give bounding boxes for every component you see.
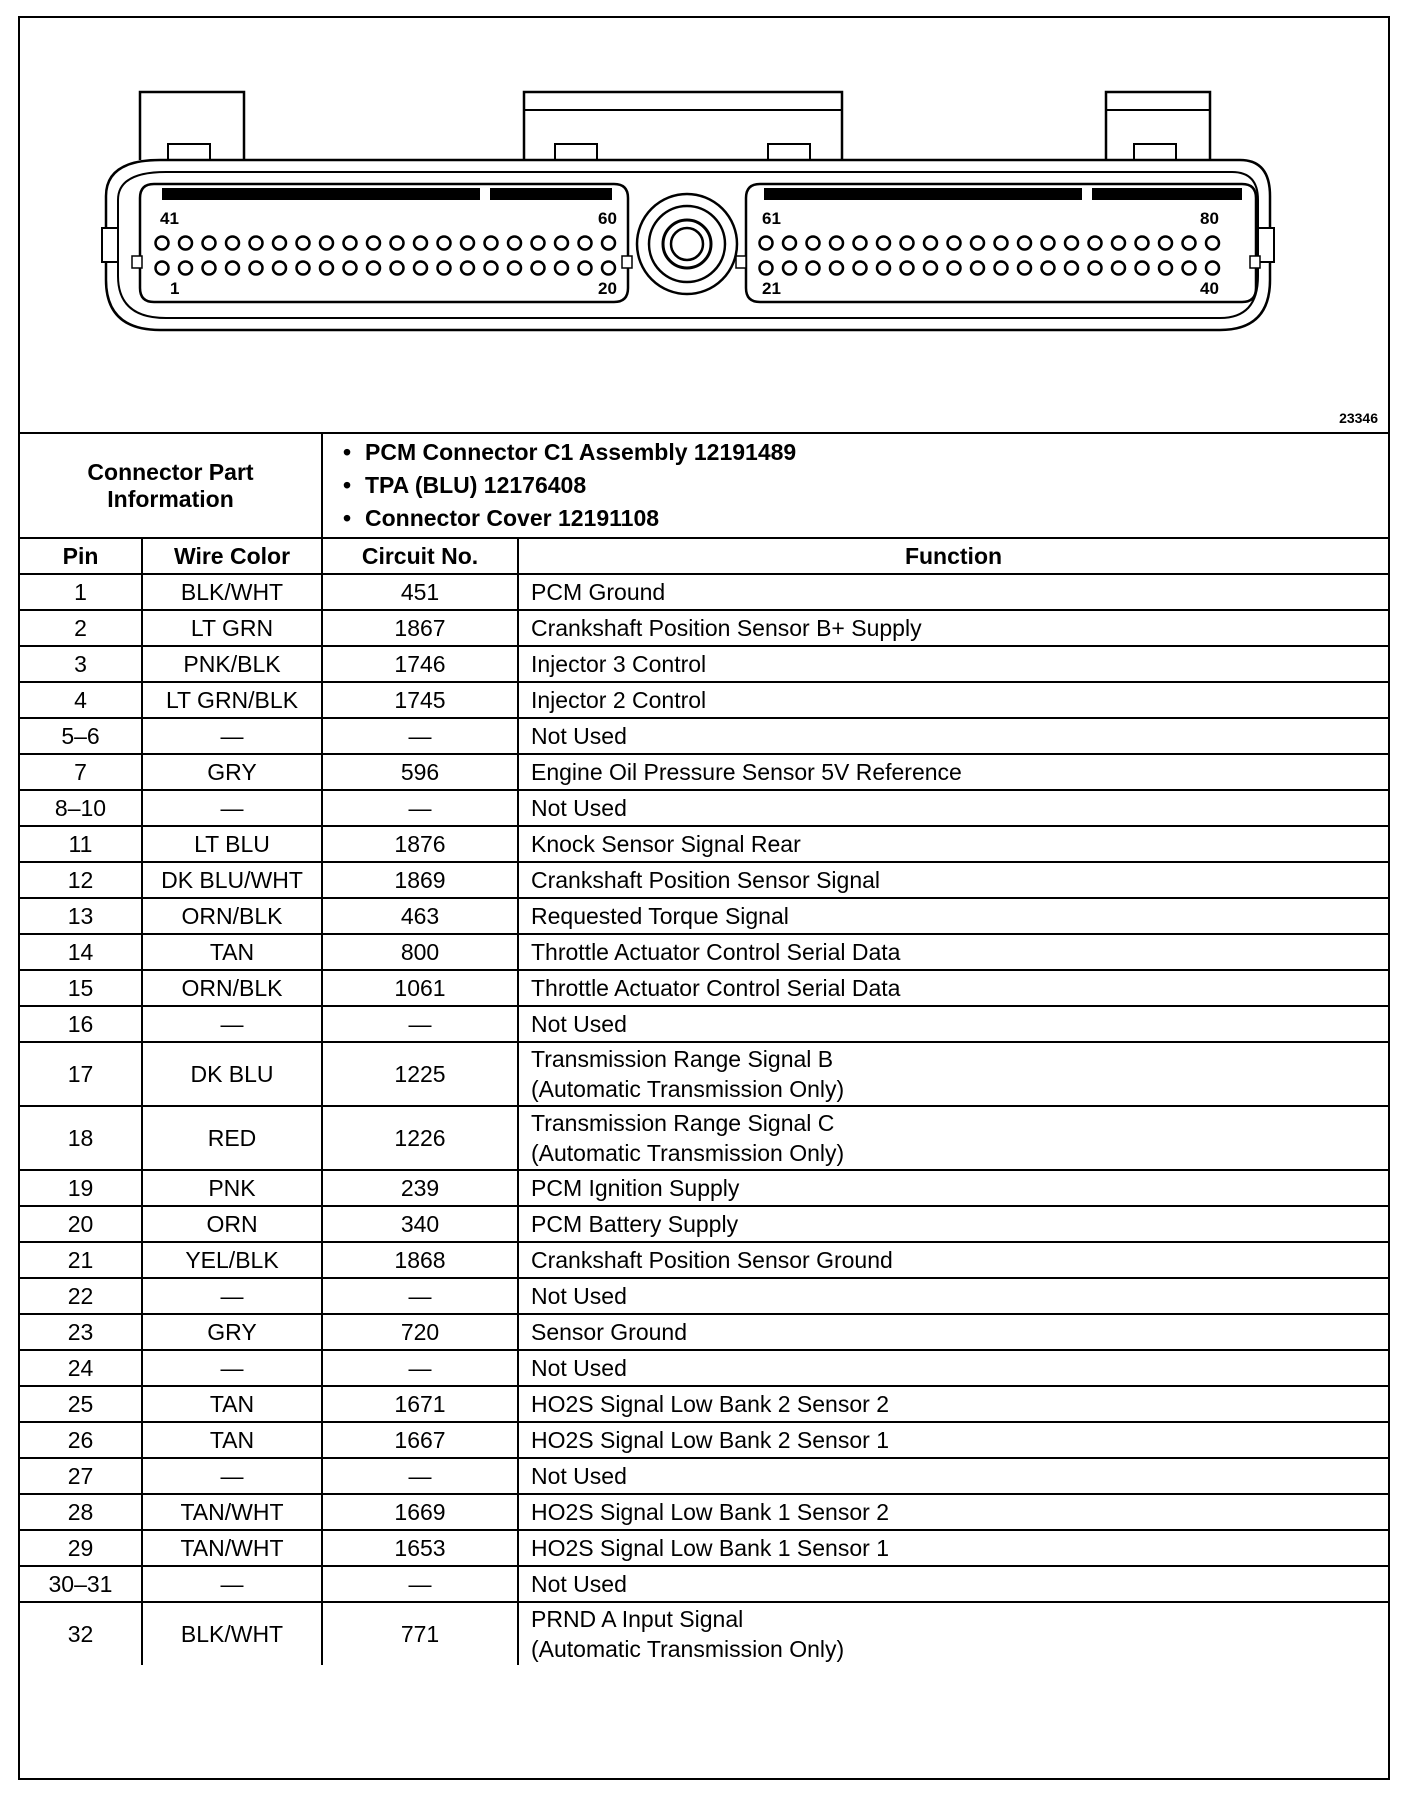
table-row <box>20 970 1388 1006</box>
function-cell <box>518 934 1388 970</box>
pin-hole <box>760 262 773 275</box>
function-note: (Automatic Transmission Only) <box>531 1636 845 1662</box>
circuit-cell: — <box>322 1278 518 1314</box>
pin-hole <box>1018 237 1031 250</box>
table-row <box>20 610 1388 646</box>
wire-color-cell: ORN/BLK <box>142 898 322 934</box>
table-row <box>20 1530 1388 1566</box>
pin-hole <box>226 262 239 275</box>
pin-hole <box>203 237 216 250</box>
circuit-cell: 1226 <box>322 1106 518 1170</box>
pin-hole <box>156 262 169 275</box>
pin-cell: 19 <box>20 1170 142 1206</box>
pin-cell: 7 <box>20 754 142 790</box>
function-cell <box>518 682 1388 718</box>
wire-color-cell: PNK/BLK <box>142 646 322 682</box>
pin-hole <box>1042 262 1055 275</box>
circuit-cell: 1669 <box>322 1494 518 1530</box>
function-cell <box>518 646 1388 682</box>
circuit-cell: 1671 <box>322 1386 518 1422</box>
pin-hole <box>485 262 498 275</box>
function-cell <box>518 1602 1388 1665</box>
wire-color-cell: — <box>142 790 322 826</box>
pin-hole <box>438 262 451 275</box>
pin-hole <box>807 262 820 275</box>
pin-hole <box>344 237 357 250</box>
connector-drawing <box>20 18 1388 430</box>
pin-hole <box>532 237 545 250</box>
part-info-item: • PCM Connector C1 Assembly 12191489 <box>365 436 1376 469</box>
circuit-cell: 340 <box>322 1206 518 1242</box>
function-text: Transmission Range Signal C <box>531 1110 835 1136</box>
wire-color-cell: TAN <box>142 934 322 970</box>
function-text: PRND A Input Signal <box>531 1606 744 1632</box>
table-row <box>20 1106 1388 1170</box>
pin-cell: 18 <box>20 1106 142 1170</box>
wire-color-cell: — <box>142 1006 322 1042</box>
wire-color-cell: BLK/WHT <box>142 1602 322 1665</box>
pin-hole <box>391 237 404 250</box>
pin-hole <box>297 237 310 250</box>
pin-hole <box>1089 262 1102 275</box>
pin-cell: 23 <box>20 1314 142 1350</box>
function-text: Engine Oil Pressure Sensor 5V Reference <box>531 759 962 785</box>
table-row <box>20 1422 1388 1458</box>
pin-hole <box>461 237 474 250</box>
pinout-table <box>20 432 1388 1665</box>
table-row <box>20 682 1388 718</box>
function-cell <box>518 1006 1388 1042</box>
document-frame <box>18 16 1390 1780</box>
pin-hole <box>579 237 592 250</box>
pin-hole <box>948 237 961 250</box>
function-text: Not Used <box>531 1463 627 1489</box>
pin-cell: 22 <box>20 1278 142 1314</box>
table-row <box>20 1386 1388 1422</box>
pin-cell: 29 <box>20 1530 142 1566</box>
function-cell <box>518 898 1388 934</box>
pin-hole <box>555 237 568 250</box>
part-info-item: • TPA (BLU) 12176408 <box>365 469 1376 502</box>
circuit-cell: 463 <box>322 898 518 934</box>
pin-hole <box>273 262 286 275</box>
pin-cell: 13 <box>20 898 142 934</box>
wire-color-cell: — <box>142 1566 322 1602</box>
pin-hole <box>1159 237 1172 250</box>
wire-color-cell: ORN/BLK <box>142 970 322 1006</box>
circuit-cell: — <box>322 718 518 754</box>
circuit-cell: 239 <box>322 1170 518 1206</box>
circuit-cell: 1868 <box>322 1242 518 1278</box>
wire-color-cell: TAN <box>142 1422 322 1458</box>
function-cell <box>518 1494 1388 1530</box>
part-info-list <box>335 436 1376 535</box>
wire-color-cell: — <box>142 718 322 754</box>
function-text: Injector 3 Control <box>531 651 707 677</box>
pin-hole <box>995 262 1008 275</box>
function-cell <box>518 718 1388 754</box>
pin-hole <box>532 262 545 275</box>
function-cell <box>518 1314 1388 1350</box>
pin-cell: 30–31 <box>20 1566 142 1602</box>
pin-hole <box>877 262 890 275</box>
pin-label-1: 1 <box>170 279 180 298</box>
pin-hole <box>508 237 521 250</box>
pin-hole <box>203 262 216 275</box>
wire-color-cell: DK BLU <box>142 1042 322 1106</box>
table-row <box>20 1278 1388 1314</box>
pin-hole <box>760 237 773 250</box>
pin-hole <box>830 237 843 250</box>
wire-color-cell: TAN/WHT <box>142 1494 322 1530</box>
pin-cell: 11 <box>20 826 142 862</box>
pin-cell: 32 <box>20 1602 142 1665</box>
table-row <box>20 1458 1388 1494</box>
table-row <box>20 1206 1388 1242</box>
function-text: Injector 2 Control <box>531 687 707 713</box>
wire-color-cell: RED <box>142 1106 322 1170</box>
pin-cell: 28 <box>20 1494 142 1530</box>
pin-hole <box>807 237 820 250</box>
pin-hole <box>320 237 333 250</box>
pin-cell: 21 <box>20 1242 142 1278</box>
pin-hole <box>901 237 914 250</box>
table-row <box>20 1494 1388 1530</box>
pin-cell: 25 <box>20 1386 142 1422</box>
function-text: HO2S Signal Low Bank 1 Sensor 2 <box>531 1499 889 1525</box>
pin-label-61: 61 <box>762 209 781 228</box>
circuit-cell: — <box>322 1006 518 1042</box>
pin-hole <box>1136 237 1149 250</box>
pin-hole <box>948 262 961 275</box>
pin-cell: 12 <box>20 862 142 898</box>
circuit-cell: — <box>322 790 518 826</box>
pin-hole <box>995 237 1008 250</box>
function-text: HO2S Signal Low Bank 2 Sensor 2 <box>531 1391 889 1417</box>
pin-hole <box>226 237 239 250</box>
pin-cell: 16 <box>20 1006 142 1042</box>
pin-hole <box>602 237 615 250</box>
circuit-cell: 800 <box>322 934 518 970</box>
pin-label-20: 20 <box>598 279 617 298</box>
pin-cell: 15 <box>20 970 142 1006</box>
pin-hole <box>971 237 984 250</box>
wire-color-cell: TAN/WHT <box>142 1530 322 1566</box>
pin-hole <box>783 262 796 275</box>
header-function: Function <box>518 538 1388 574</box>
pin-hole <box>250 237 263 250</box>
function-text: Crankshaft Position Sensor B+ Supply <box>531 615 922 641</box>
function-cell <box>518 826 1388 862</box>
table-row <box>20 1042 1388 1106</box>
pin-hole <box>924 262 937 275</box>
pin-cell: 4 <box>20 682 142 718</box>
pin-hole <box>320 262 333 275</box>
function-cell <box>518 1170 1388 1206</box>
header-circuit: Circuit No. <box>322 538 518 574</box>
function-text: PCM Battery Supply <box>531 1211 739 1237</box>
circuit-cell: 720 <box>322 1314 518 1350</box>
pin-hole <box>1018 262 1031 275</box>
figure-id: 23346 <box>1339 410 1378 426</box>
pin-hole <box>1159 262 1172 275</box>
pin-hole <box>1206 262 1219 275</box>
table-row <box>20 1602 1388 1665</box>
pin-hole <box>854 262 867 275</box>
table-row <box>20 754 1388 790</box>
table-row <box>20 646 1388 682</box>
pin-cell: 20 <box>20 1206 142 1242</box>
pin-hole <box>273 237 286 250</box>
function-text: Sensor Ground <box>531 1319 687 1345</box>
pin-hole <box>508 262 521 275</box>
part-info-item: • Connector Cover 12191108 <box>365 502 1376 535</box>
function-cell <box>518 1530 1388 1566</box>
circuit-cell: 1061 <box>322 970 518 1006</box>
wire-color-cell: PNK <box>142 1170 322 1206</box>
function-cell <box>518 610 1388 646</box>
function-cell <box>518 1206 1388 1242</box>
pin-hole <box>438 237 451 250</box>
function-cell <box>518 1458 1388 1494</box>
table-row <box>20 718 1388 754</box>
pin-hole <box>1089 237 1102 250</box>
header-pin: Pin <box>20 538 142 574</box>
pin-hole <box>971 262 984 275</box>
pin-hole <box>602 262 615 275</box>
table-row <box>20 934 1388 970</box>
function-text: Throttle Actuator Control Serial Data <box>531 975 901 1001</box>
circuit-cell: 1869 <box>322 862 518 898</box>
function-text: Knock Sensor Signal Rear <box>531 831 801 857</box>
pin-hole <box>1042 237 1055 250</box>
pin-hole <box>297 262 310 275</box>
pin-hole <box>391 262 404 275</box>
part-info-label <box>20 433 322 538</box>
table-row <box>20 1242 1388 1278</box>
table-row <box>20 1170 1388 1206</box>
wire-color-cell: — <box>142 1278 322 1314</box>
table-row <box>20 1350 1388 1386</box>
function-cell <box>518 1106 1388 1170</box>
function-text: Crankshaft Position Sensor Signal <box>531 867 881 893</box>
circuit-cell: 596 <box>322 754 518 790</box>
table-row <box>20 826 1388 862</box>
function-cell <box>518 574 1388 610</box>
pin-hole <box>156 237 169 250</box>
wire-color-cell: — <box>142 1458 322 1494</box>
function-text: Not Used <box>531 1355 627 1381</box>
table-row <box>20 574 1388 610</box>
circuit-cell: — <box>322 1566 518 1602</box>
circuit-cell: 1867 <box>322 610 518 646</box>
function-cell <box>518 1386 1388 1422</box>
pin-label-41: 41 <box>160 209 179 228</box>
pin-hole <box>924 237 937 250</box>
function-text: Not Used <box>531 1571 627 1597</box>
connector-diagram <box>20 18 1388 434</box>
circuit-cell: 1745 <box>322 682 518 718</box>
wire-color-cell: GRY <box>142 1314 322 1350</box>
pin-hole <box>485 237 498 250</box>
wire-color-cell: — <box>142 1350 322 1386</box>
pin-hole <box>414 237 427 250</box>
pin-hole <box>854 237 867 250</box>
pin-cell: 27 <box>20 1458 142 1494</box>
function-text: Crankshaft Position Sensor Ground <box>531 1247 893 1273</box>
pin-hole <box>901 262 914 275</box>
function-text: Not Used <box>531 1283 627 1309</box>
function-text: PCM Ground <box>531 579 666 605</box>
part-info-label-text: Connector Part Information <box>87 458 254 512</box>
circuit-cell: 1876 <box>322 826 518 862</box>
circuit-cell: 1667 <box>322 1422 518 1458</box>
pin-hole <box>1065 237 1078 250</box>
pin-hole <box>250 262 263 275</box>
pin-hole <box>367 262 380 275</box>
pin-label-21: 21 <box>762 279 781 298</box>
function-cell <box>518 1242 1388 1278</box>
function-text: Not Used <box>531 723 627 749</box>
pin-cell: 2 <box>20 610 142 646</box>
pin-cell: 26 <box>20 1422 142 1458</box>
pin-hole <box>877 237 890 250</box>
part-info-list-cell <box>322 433 1388 538</box>
table-row <box>20 790 1388 826</box>
pin-hole <box>1183 262 1196 275</box>
wire-color-cell: LT GRN/BLK <box>142 682 322 718</box>
pin-cell: 17 <box>20 1042 142 1106</box>
function-text: HO2S Signal Low Bank 1 Sensor 1 <box>531 1535 889 1561</box>
pin-label-60: 60 <box>598 209 617 228</box>
table-row <box>20 1566 1388 1602</box>
pin-cell: 14 <box>20 934 142 970</box>
pin-label-80: 80 <box>1200 209 1219 228</box>
circuit-cell: 1225 <box>322 1042 518 1106</box>
table-row <box>20 1314 1388 1350</box>
function-text: Not Used <box>531 1011 627 1037</box>
circuit-cell: 1746 <box>322 646 518 682</box>
pin-hole <box>830 262 843 275</box>
function-cell <box>518 754 1388 790</box>
table-row <box>20 862 1388 898</box>
pin-label-40: 40 <box>1200 279 1219 298</box>
circuit-cell: — <box>322 1458 518 1494</box>
pin-hole <box>1112 262 1125 275</box>
pin-cell: 3 <box>20 646 142 682</box>
wire-color-cell: YEL/BLK <box>142 1242 322 1278</box>
function-cell <box>518 970 1388 1006</box>
header-wire-color: Wire Color <box>142 538 322 574</box>
wire-color-cell: LT GRN <box>142 610 322 646</box>
part-info-row <box>20 433 1388 538</box>
function-text: Throttle Actuator Control Serial Data <box>531 939 901 965</box>
circuit-cell: — <box>322 1350 518 1386</box>
function-cell <box>518 1350 1388 1386</box>
header-row <box>20 538 1388 574</box>
pin-cell: 8–10 <box>20 790 142 826</box>
pin-hole <box>783 237 796 250</box>
pin-hole <box>1065 262 1078 275</box>
pin-hole <box>1136 262 1149 275</box>
pin-hole <box>179 237 192 250</box>
function-note: (Automatic Transmission Only) <box>531 1076 845 1102</box>
pin-hole <box>579 262 592 275</box>
wire-color-cell: TAN <box>142 1386 322 1422</box>
table-row <box>20 1006 1388 1042</box>
function-text: Requested Torque Signal <box>531 903 789 929</box>
function-text: PCM Ignition Supply <box>531 1175 740 1201</box>
function-cell <box>518 790 1388 826</box>
pin-hole <box>1112 237 1125 250</box>
pin-hole <box>555 262 568 275</box>
function-cell <box>518 1042 1388 1106</box>
pin-cell: 24 <box>20 1350 142 1386</box>
function-cell <box>518 862 1388 898</box>
pin-hole <box>461 262 474 275</box>
function-cell <box>518 1566 1388 1602</box>
pin-hole <box>1183 237 1196 250</box>
function-cell <box>518 1278 1388 1314</box>
table-row <box>20 898 1388 934</box>
function-cell <box>518 1422 1388 1458</box>
pin-hole <box>1206 237 1219 250</box>
function-text: HO2S Signal Low Bank 2 Sensor 1 <box>531 1427 889 1453</box>
pin-hole <box>344 262 357 275</box>
wire-color-cell: ORN <box>142 1206 322 1242</box>
wire-color-cell: BLK/WHT <box>142 574 322 610</box>
wire-color-cell: DK BLU/WHT <box>142 862 322 898</box>
pin-hole <box>414 262 427 275</box>
function-text: Not Used <box>531 795 627 821</box>
pin-cell: 1 <box>20 574 142 610</box>
wire-color-cell: LT BLU <box>142 826 322 862</box>
pin-hole <box>367 237 380 250</box>
pin-hole <box>179 262 192 275</box>
function-text: Transmission Range Signal B <box>531 1046 834 1072</box>
function-note: (Automatic Transmission Only) <box>531 1140 845 1166</box>
circuit-cell: 451 <box>322 574 518 610</box>
wire-color-cell: GRY <box>142 754 322 790</box>
circuit-cell: 1653 <box>322 1530 518 1566</box>
circuit-cell: 771 <box>322 1602 518 1665</box>
pin-cell: 5–6 <box>20 718 142 754</box>
